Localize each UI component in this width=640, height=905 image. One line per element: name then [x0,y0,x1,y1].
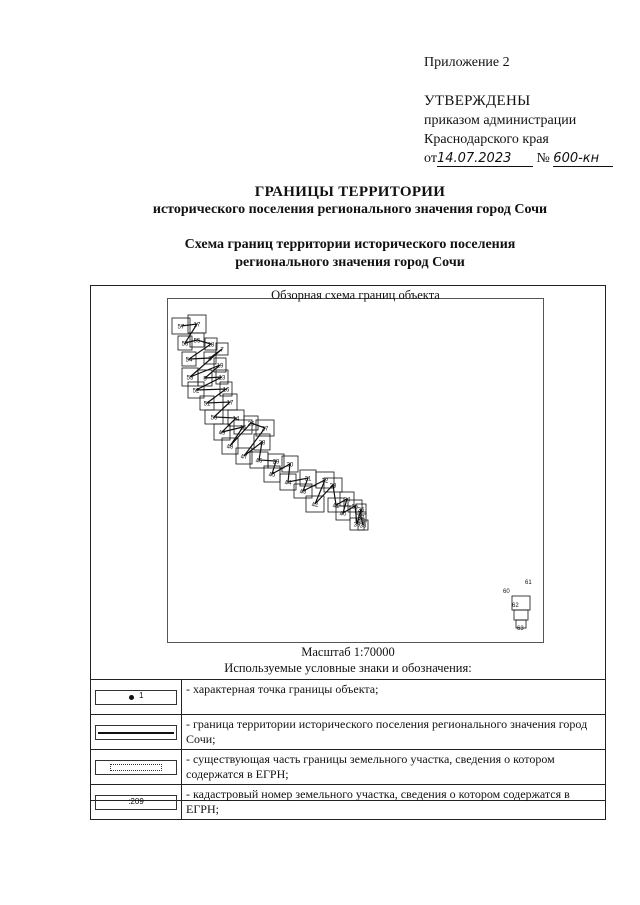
map-tile-label: 18 [207,342,215,349]
map-tile-label: 26 [247,421,255,428]
map-tile-label: 15 [239,425,247,432]
map-tile-label: 36 [357,507,365,514]
map-tile-label: 58 [181,341,189,348]
map-tile-label: 32 [321,478,329,485]
date-prefix: от [424,151,437,166]
point-symbol-box [95,690,177,705]
map-tile-label: 5 [203,376,207,383]
map-tile-label: 46 [255,458,263,465]
approval-number: 600-кн [553,152,613,167]
map-tile-label: 33 [329,483,337,490]
map-tile-label: 39 [353,522,361,529]
map-tile-label: 38 [359,523,367,530]
map-tile-label: 17 [226,400,234,407]
appendix-label: Приложение 2 [424,55,510,70]
boundary-line-icon [98,732,174,734]
legend-text-parcel: - существующая часть границы земельного участка, сведения о котором содержатся в ЕГРН; [182,750,606,785]
map-tile-label: 7 [220,347,224,354]
map-tile-label: 48 [226,444,234,451]
parcel-dotted-icon [110,764,162,771]
scheme-title-line-2: регионального значения город Сочи [235,255,465,270]
legend-title: Используемые условные знаки и обозначения: [224,661,472,675]
map-tile-label: 27 [261,426,269,433]
map-tile-label: 13 [218,375,226,382]
map-tile-label: 47 [240,454,248,461]
scheme-title-line-1: Схема границ территории исторического поселения [184,237,516,252]
approval-date: 14.07.2023 [437,152,533,167]
map-tile-label: 37 [357,515,365,522]
corner-point-label: 60 [503,589,510,595]
map-tile-label: 49 [218,430,226,437]
map-tile-label: 45 [268,472,276,479]
legend-row [91,785,606,820]
legend-row [91,715,606,750]
corner-point-label: 62 [512,603,519,609]
map-tile-label: 28 [258,440,266,447]
cadastral-symbol-label: :209 [128,796,144,806]
legend-symbol-parcel [91,750,182,785]
legend-text-boundary: - граница территории исторического поселения регионального значения город Сочи; [182,715,606,750]
map-tile-label: 35 [351,504,359,511]
map-tile-label: 34 [343,497,351,504]
legend-table [90,679,606,820]
map-tile-label: 16 [222,387,230,394]
boundary-polyline [181,324,363,525]
map-tile-label: 42 [311,502,319,509]
map-tile-label: 55 [193,338,201,345]
map-tile-label: 40 [339,511,347,518]
map-tile-label: 53 [186,375,194,382]
map-tile-label: 43 [299,489,307,496]
legend-symbol-boundary [91,715,182,750]
approval-line-1: приказом администрации [424,113,577,128]
approval-line-2: Краснодарского края [424,132,549,147]
point-dot-icon [129,695,134,700]
map-tile-label: 31 [304,476,312,483]
map-tiles [172,315,368,530]
parcel-symbol-box [95,760,177,775]
cadastral-symbol-box [95,795,177,810]
point-symbol-label: 1 [139,690,144,700]
legend-text-cadastral: - кадастровый номер земельного участка, сведения о котором содержатся в ЕГРН; [182,785,606,820]
map-tile-label: 29 [272,459,280,466]
legend-symbol-point [91,680,182,715]
map-scale: Масштаб 1:70000 [301,645,395,659]
map-caption: Обзорная схема границ объекта [271,288,440,302]
legend-row [91,750,606,785]
legend-symbol-cadastral [91,785,182,820]
corner-tile [514,610,528,620]
map-tile-label: 54 [185,357,193,364]
map-tile-label: 52 [192,388,200,395]
corner-point-label: 61 [525,580,532,586]
document-subtitle: исторического поселения регионального значения город Сочи [152,202,548,217]
boundary-symbol-box [95,725,177,740]
approved-heading: УТВЕРЖДЕНЫ [424,93,531,109]
map-tile-label: 14 [232,416,240,423]
map-tile-label: 51 [203,401,211,408]
map-tile-label: 57 [177,324,185,331]
map-tile-label: 30 [286,462,294,469]
legend-row [91,680,606,715]
map-corner-detail [503,580,532,632]
document-title: ГРАНИЦЫ ТЕРРИТОРИИ [254,184,446,200]
map-tile-label: 19 [216,363,224,370]
map-tile-label: 50 [210,415,218,422]
number-prefix: № [536,151,550,166]
map-tile-label: 41 [332,503,340,510]
map-tile-label: 44 [284,480,292,487]
map-tile-label: 8 [208,356,212,363]
legend-text-point: - характерная точка границы объекта; [182,680,606,715]
map-tile-label: 17 [193,322,201,329]
corner-point-label: 63 [517,626,524,632]
